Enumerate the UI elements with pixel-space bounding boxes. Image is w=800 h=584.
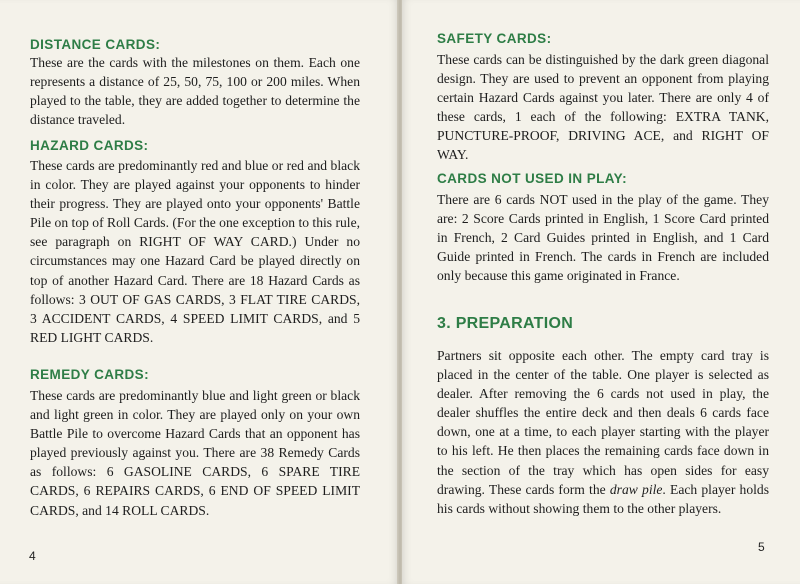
safety-cards-heading: SAFETY CARDS: (437, 31, 552, 46)
remedy-cards-heading: REMEDY CARDS: (30, 367, 149, 382)
cards-not-used-text: There are 6 cards NOT used in the play of the game. They are: 2 Score Cards printed in English, 1 Score Card printed in French, 2 Card Guides printed in English, and 1 Card Guide printed in French. The cards in French are included only because this game originated in France. (437, 192, 769, 284)
distance-cards-heading: DISTANCE CARDS: (30, 37, 161, 52)
draw-pile-term: draw pile (609, 481, 663, 497)
page-number-left: 4 (29, 549, 36, 563)
left-page (0, 0, 398, 584)
preparation-heading: 3. PREPARATION (437, 315, 574, 332)
cards-not-used-heading: CARDS NOT USED IN PLAY: (437, 171, 627, 186)
page-number-right: 5 (758, 540, 765, 554)
right-page (402, 0, 800, 584)
distance-cards-text: These are the cards with the milestones on them. Each one represents a distance of 25, 50, 75, 100 or 200 miles. When played to the table, they are added together to determine the distance traveled. (30, 55, 360, 128)
safety-cards-text: These cards can be distinguished by the dark green diagonal design. They are used to prevent an opponent from playing certain Hazard Cards against you later. There are only 4 of these cards, 1 each of the following: EXTRA TANK, PUNCTURE-PROOF, DRIVING ACE, and RIGHT OF WAY. (437, 52, 769, 163)
remedy-cards-text: These cards are predominantly blue and light green or black and light green in color. They are played only on your own Battle Pile to overcome Hazard Cards that an opponent has played previously against you. There are 38 Remedy Cards as follows: 6 GASOLINE CARDS, 6 SPARE TIRE CARDS, 6 REPAIRS CARDS, 6 END OF SPEED LIMIT CARDS, and 14 ROLL CARDS. (30, 388, 360, 518)
hazard-cards-heading: HAZARD CARDS: (30, 138, 149, 153)
hazard-cards-text: These cards are predominantly red and blue or red and black in color. They are played against your opponents to hinder their progress. They are played onto your opponents' Battle Pile on top of Roll Cards. (For the one exception to this rule, see paragraph on RIGHT OF WAY CARD.) Under no circumstances may one Hazard Card be played directly on top of another Hazard Card. There are 18 Hazard Cards as follows: 3 OUT OF GAS CARDS, 3 FLAT TIRE CARDS, 3 ACCIDENT CARDS, 4 SPEED LIMIT CARDS, and 5 RED LIGHT CARDS. (30, 158, 360, 345)
preparation-text: Partners sit opposite each other. The empty card tray is placed in the center of the table. One player is selected as dealer. After removing the 6 cards not used in play, the dealer shuffles the entire deck and then deals 6 cards face down, one at a time, to each player starting with the player to his left. He then places the remaining cards face down in the section of the tray which has open sides for easy drawing. These cards form the draw pile. Each player holds his cards without showing them to the other players. (437, 348, 770, 516)
